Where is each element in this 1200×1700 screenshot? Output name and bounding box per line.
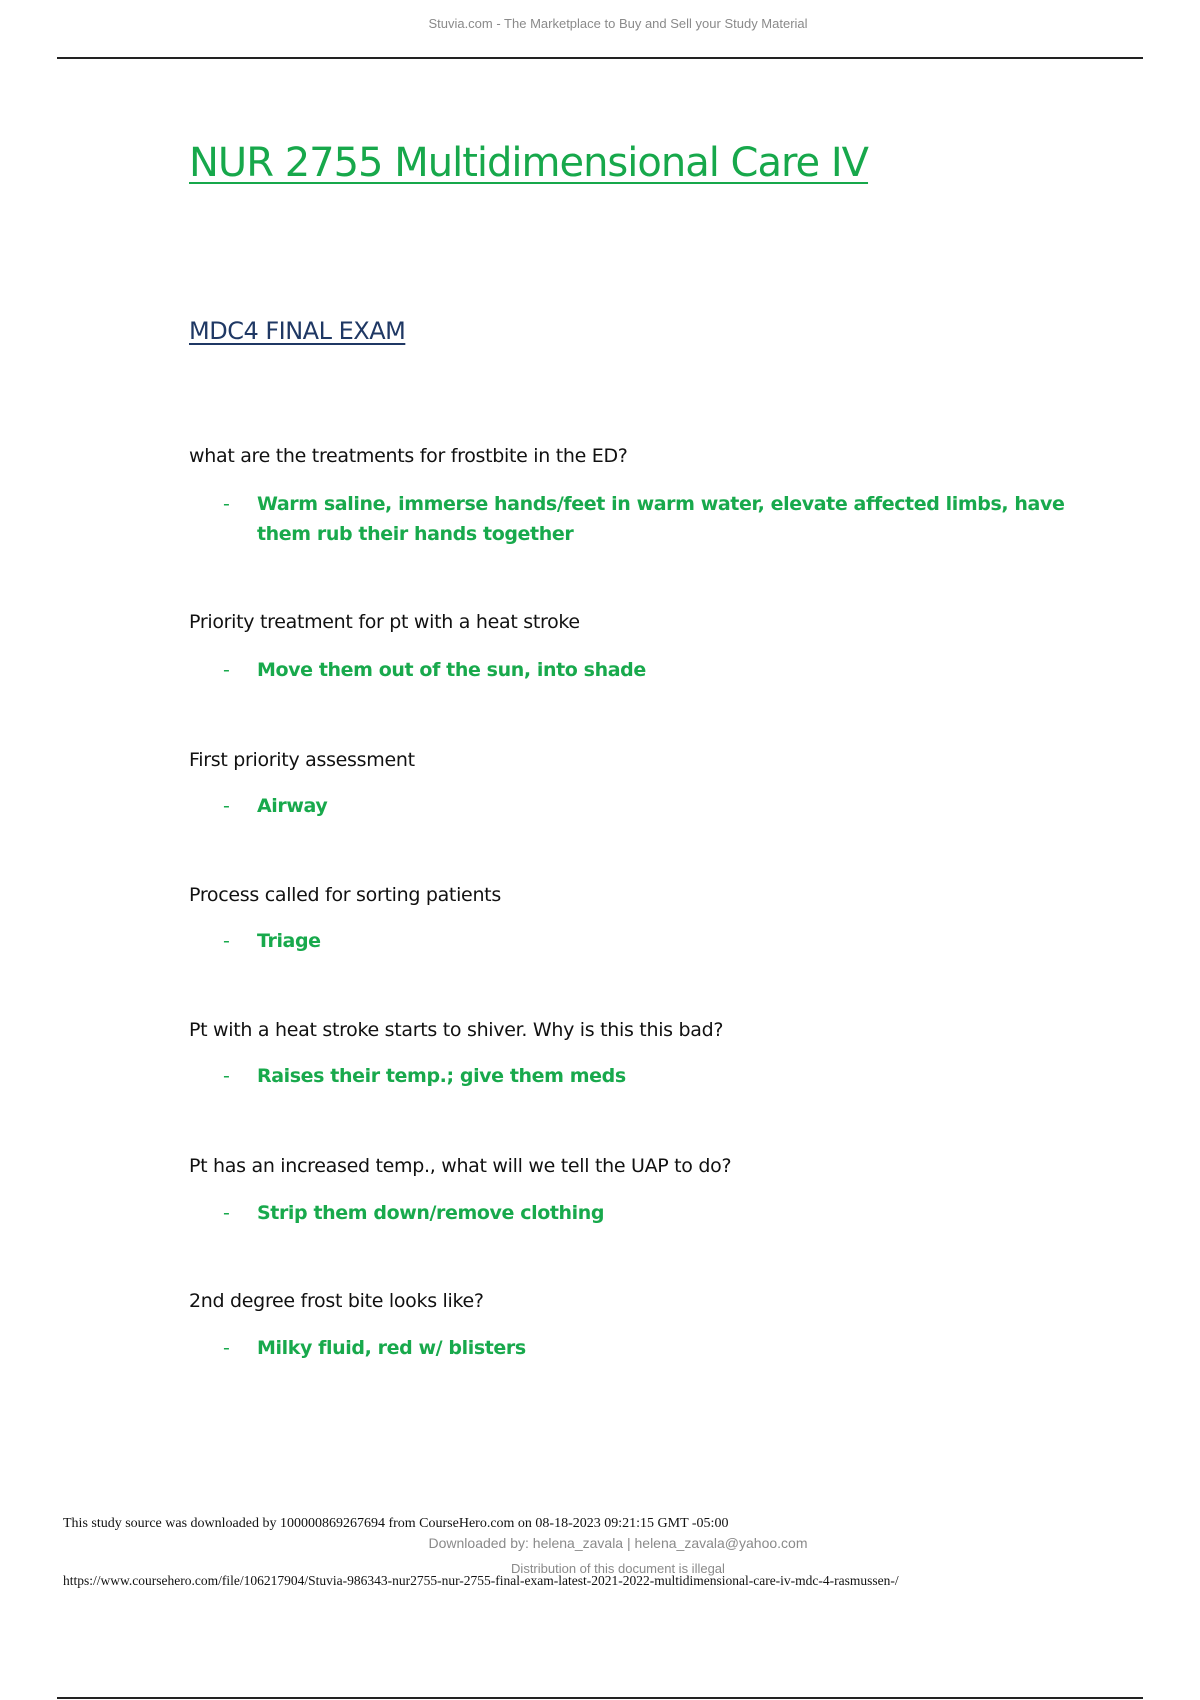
bullet-dash: - — [223, 795, 230, 817]
bullet-dash: - — [223, 1065, 230, 1087]
footer-distribution-notice: Distribution of this document is illegal — [511, 1561, 725, 1576]
answer-value: Airway — [257, 795, 328, 817]
answer-value: Triage — [257, 930, 321, 952]
footer-divider — [57, 1697, 1143, 1699]
answer-value: Milky fluid, red w/ blisters — [257, 1337, 526, 1359]
footer-source-line: This study source was downloaded by 100000869267694 from CourseHero.com on 08-18-2023 09:21:15 GMT -05:00 — [63, 1516, 729, 1531]
answer-text — [189, 1333, 1077, 1363]
document-title: NUR 2755 Multidimensional Care IV — [189, 140, 869, 186]
answer-text — [189, 791, 1077, 821]
answer-text — [189, 1198, 1077, 1228]
answer-text — [189, 489, 1077, 549]
question-text: Priority treatment for pt with a heat stroke — [189, 611, 580, 633]
answer-value: Warm saline, immerse hands/feet in warm water, elevate affected limbs, have them rub their hands together — [257, 493, 1065, 545]
question-text: 2nd degree frost bite looks like? — [189, 1290, 484, 1312]
question-text: what are the treatments for frostbite in the ED? — [189, 445, 628, 467]
bullet-dash: - — [223, 659, 230, 681]
bullet-dash: - — [223, 1337, 230, 1359]
question-text: Pt has an increased temp., what will we tell the UAP to do? — [189, 1155, 732, 1177]
answer-text — [189, 1061, 1077, 1091]
question-text: Process called for sorting patients — [189, 884, 501, 906]
answer-value: Raises their temp.; give them meds — [257, 1065, 626, 1087]
answer-value: Move them out of the sun, into shade — [257, 659, 646, 681]
qa-item — [189, 883, 1089, 956]
answer-text — [189, 926, 1077, 956]
answer-text — [189, 655, 1077, 685]
footer-source-url[interactable]: https://www.coursehero.com/file/106217904/Stuvia-986343-nur2755-nur-2755-final-exam-latest-2021-2022-multidimensional-care-iv-mdc-4-rasmussen-/ — [63, 1573, 899, 1588]
footer-downloaded-by: Downloaded by: helena_zavala | helena_zavala@yahoo.com — [428, 1535, 808, 1551]
qa-item — [189, 1154, 1089, 1228]
question-text: First priority assessment — [189, 749, 415, 771]
qa-item — [189, 748, 1089, 821]
page-header-site-text: Stuvia.com - The Marketplace to Buy and Sell your Study Material — [428, 16, 808, 31]
bullet-dash: - — [223, 493, 230, 515]
qa-item — [189, 1289, 1089, 1363]
qa-item — [189, 1018, 1089, 1091]
answer-value: Strip them down/remove clothing — [257, 1202, 605, 1224]
bullet-dash: - — [223, 1202, 230, 1224]
qa-item — [189, 444, 1089, 549]
qa-item — [189, 610, 1089, 685]
document-subtitle: MDC4 FINAL EXAM — [189, 317, 406, 345]
header-divider — [57, 57, 1143, 59]
question-text: Pt with a heat stroke starts to shiver. Why is this this bad? — [189, 1019, 724, 1041]
bullet-dash: - — [223, 930, 230, 952]
